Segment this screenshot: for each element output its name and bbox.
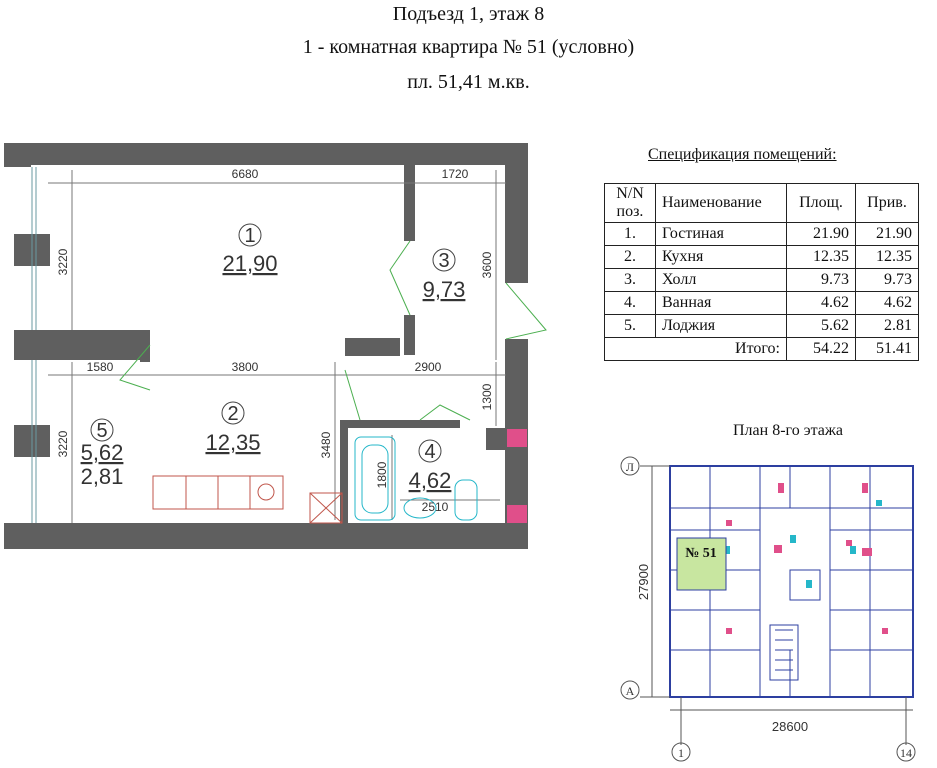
header-line-1: Подъезд 1, этаж 8 (392, 3, 545, 25)
axis-top-label: Л (625, 460, 635, 474)
floor-details-cyan (724, 500, 882, 588)
dim-3800: 3800 (231, 360, 259, 374)
floor-dim-height: 27900 (636, 563, 651, 601)
spec-cell-area: 5.62 (787, 315, 856, 338)
header-line-2: 1 - комнатная квартира № 51 (условно) (302, 36, 635, 58)
room-5-number: 5 (96, 420, 108, 442)
spec-cell-area: 12.35 (787, 246, 856, 269)
spec-cell-reduced: 12.35 (856, 246, 919, 269)
dim-3480: 3480 (319, 431, 333, 459)
spec-cell-name: Ванная (656, 292, 787, 315)
room-5-area: 5,62 (80, 440, 124, 465)
spec-total-reduced: 51.41 (856, 338, 919, 361)
apartment-51-label: № 51 (685, 546, 717, 561)
room-5-reduced-area: 2,81 (80, 464, 124, 489)
room-2-area: 12,35 (205, 430, 261, 455)
spec-cell-area: 4.62 (787, 292, 856, 315)
spec-cell-area: 21.90 (787, 223, 856, 246)
dim-6680: 6680 (231, 167, 259, 181)
axis-right-label: 14 (900, 746, 912, 760)
room-4-number: 4 (424, 441, 436, 463)
spec-cell-reduced: 21.90 (856, 223, 919, 246)
spec-cell-reduced: 2.81 (856, 315, 919, 338)
spec-header-name: Наименование (656, 184, 787, 223)
spec-cell-reduced: 9.73 (856, 269, 919, 292)
spec-cell-n: 2. (605, 246, 656, 269)
floor-details-pink (726, 483, 888, 634)
spec-cell-area: 9.73 (787, 269, 856, 292)
spec-cell-name: Гостиная (656, 223, 787, 246)
spec-cell-n: 4. (605, 292, 656, 315)
spec-header-reduced: Прив. (856, 184, 919, 223)
dim-2510: 2510 (421, 500, 449, 514)
spec-header-n: N/N поз. (605, 184, 656, 223)
spec-cell-n: 5. (605, 315, 656, 338)
dim-3220-upper: 3220 (56, 248, 70, 276)
floor-axes (621, 457, 915, 761)
room-1-area: 21,90 (222, 251, 278, 276)
dim-1580: 1580 (86, 360, 114, 374)
dim-1720: 1720 (441, 167, 469, 181)
spec-header-area: Площ. (787, 184, 856, 223)
spec-cell-name: Кухня (656, 246, 787, 269)
floor-plan-title: План 8-го этажа (733, 422, 844, 439)
room-4-area: 4,62 (408, 468, 452, 493)
spec-cell-n: 1. (605, 223, 656, 246)
dim-1300: 1300 (480, 383, 494, 411)
axis-bottom-label: А (625, 684, 635, 698)
room-3-area: 9,73 (422, 277, 466, 302)
floor-dim-width: 28600 (771, 719, 809, 734)
dim-3220-lower: 3220 (56, 430, 70, 458)
room-1-number: 1 (244, 225, 256, 247)
spec-total-area: 54.22 (787, 338, 856, 361)
spec-cell-name: Лоджия (656, 315, 787, 338)
dim-1800: 1800 (375, 461, 389, 489)
spec-total-label: Итого: (605, 338, 787, 361)
room-3-number: 3 (438, 250, 450, 272)
dim-3600: 3600 (480, 251, 494, 279)
room-2-number: 2 (227, 403, 239, 425)
header-line-3: пл. 51,41 м.кв. (407, 71, 530, 93)
spec-cell-reduced: 4.62 (856, 292, 919, 315)
dim-2900: 2900 (414, 360, 442, 374)
spec-title: Спецификация помещений: (648, 146, 837, 163)
spec-cell-name: Холл (656, 269, 787, 292)
axis-left-label: 1 (678, 746, 684, 760)
spec-cell-n: 3. (605, 269, 656, 292)
